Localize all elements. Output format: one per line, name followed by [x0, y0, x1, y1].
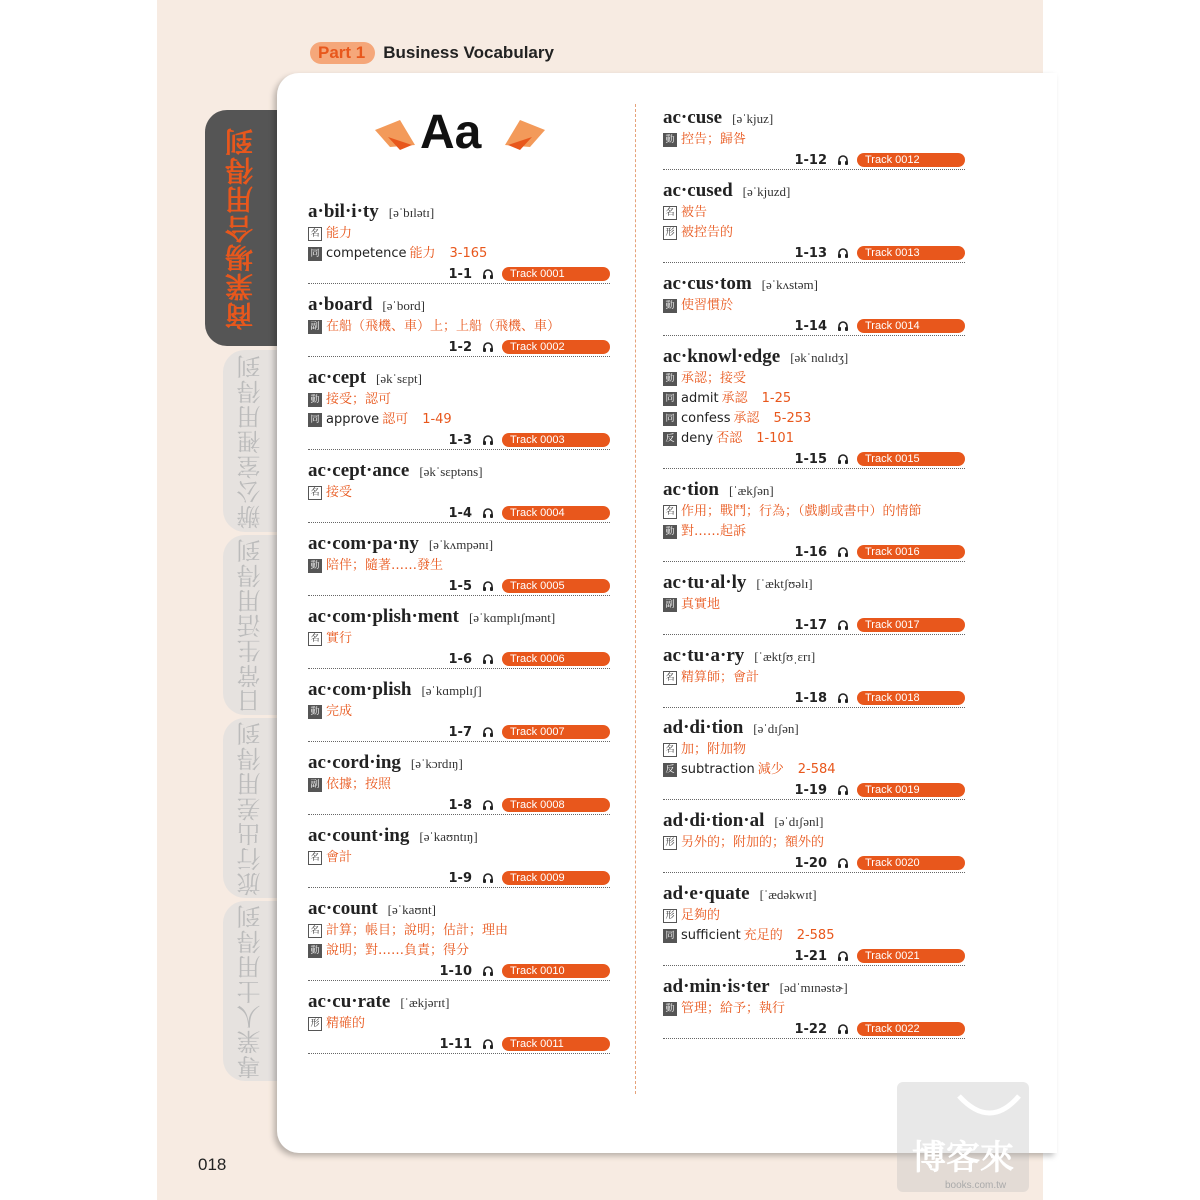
entry-number: 1-2	[448, 339, 472, 355]
letter-title: Aa	[420, 106, 482, 159]
part-of-speech-badge: 形	[308, 1017, 322, 1031]
track-badge[interactable]: Track 0021	[857, 949, 965, 963]
track-badge[interactable]: Track 0003	[502, 433, 610, 447]
sense-row	[308, 702, 610, 722]
track-row	[308, 338, 610, 356]
part-of-speech-badge: 同	[663, 412, 677, 426]
definition: 控告；歸咎	[681, 132, 747, 147]
headword: ad·e·quate	[663, 883, 750, 904]
column-divider	[635, 104, 636, 1094]
vocab-entry	[663, 975, 965, 1039]
part-of-speech-badge: 形	[663, 226, 677, 240]
vocab-entry	[663, 478, 965, 562]
sense-row	[308, 941, 610, 961]
tab-business[interactable]	[205, 110, 277, 346]
definition: 在船（飛機、車）上；上船（飛機、車）	[326, 319, 561, 334]
part-label: Part 1	[310, 42, 375, 64]
definition: 接受；認可	[326, 392, 392, 407]
vocab-entry	[663, 272, 965, 336]
headphones-icon[interactable]	[482, 434, 494, 446]
tab-daily-life[interactable]	[223, 535, 277, 715]
track-badge[interactable]: Track 0004	[502, 506, 610, 520]
entry-number: 1-15	[794, 451, 827, 467]
vocab-entry	[663, 644, 965, 708]
track-row	[308, 650, 610, 668]
track-badge[interactable]: Track 0018	[857, 691, 965, 705]
phonetic: [əkˈsɛptəns]	[419, 464, 483, 479]
entry-number: 1-18	[794, 690, 827, 706]
vocab-entry	[663, 571, 965, 635]
track-badge[interactable]: Track 0022	[857, 1022, 965, 1036]
part-of-speech-badge: 動	[663, 525, 677, 539]
part-of-speech-badge: 副	[308, 778, 322, 792]
part-of-speech-badge: 形	[663, 909, 677, 923]
track-row	[308, 577, 610, 595]
vocab-entry	[308, 200, 610, 284]
vocab-entry	[308, 678, 610, 742]
sense-row	[663, 760, 965, 780]
smile-icon	[897, 1082, 1029, 1132]
headword: ac·com·plish·ment	[308, 606, 459, 627]
related-word: competence	[326, 246, 407, 261]
headword: ac·count·ing	[308, 825, 410, 846]
headword: ac·cuse	[663, 107, 723, 128]
part-title: Business Vocabulary	[383, 43, 554, 62]
sense-row	[663, 296, 965, 316]
part-of-speech-badge: 形	[663, 836, 677, 850]
sense-row	[663, 522, 965, 542]
definition: 作用；戰鬥；行為；（戲劇或書中）的情節	[681, 504, 922, 519]
track-row	[663, 854, 965, 872]
definition: 加；附加物	[681, 742, 747, 757]
tab-label: 旅行出差用得到	[236, 720, 265, 896]
tab-label: 日常生活用得到	[236, 537, 265, 713]
headword: a·board	[308, 294, 373, 315]
entry-number: 1-5	[448, 578, 472, 594]
vocab-entry	[308, 897, 610, 981]
phonetic: [əˈkʌstəm]	[761, 277, 818, 292]
definition: 實行	[326, 631, 353, 646]
vocab-entry	[663, 809, 965, 873]
sense-row	[663, 130, 965, 150]
phonetic: [əˈkɑmplɪʃ]	[421, 683, 482, 698]
definition: 真實地	[681, 597, 721, 612]
sense-row	[308, 390, 610, 410]
part-of-speech-badge: 名	[308, 851, 322, 865]
cross-reference: 5-253	[773, 411, 812, 426]
entry-number: 1-1	[448, 266, 472, 282]
track-row	[308, 431, 610, 449]
phonetic: [ˈædəkwɪt]	[759, 887, 817, 902]
part-of-speech-badge: 動	[308, 559, 322, 573]
headphones-icon[interactable]	[482, 872, 494, 884]
headphones-icon[interactable]	[482, 268, 494, 280]
part-of-speech-badge: 動	[663, 1002, 677, 1016]
track-row	[663, 689, 965, 707]
watermark-logo	[897, 1082, 1029, 1192]
entry-number: 1-19	[794, 782, 827, 798]
part-of-speech-badge: 名	[308, 227, 322, 241]
headphones-icon[interactable]	[837, 247, 849, 259]
headword: ad·min·is·ter	[663, 976, 770, 997]
vocab-entry	[308, 990, 610, 1054]
phonetic: [əˈbɪlətɪ]	[388, 205, 435, 220]
track-row	[308, 265, 610, 283]
sense-row	[663, 429, 965, 449]
definition: 能力	[409, 246, 436, 261]
part-of-speech-badge: 動	[663, 299, 677, 313]
entry-number: 1-20	[794, 855, 827, 871]
entry-number: 1-17	[794, 617, 827, 633]
headword: ac·tu·al·ly	[663, 572, 747, 593]
definition: 足夠的	[681, 908, 721, 923]
part-of-speech-badge: 同	[663, 929, 677, 943]
sense-row	[663, 595, 965, 615]
related-word: approve	[326, 412, 380, 427]
definition: 被告	[681, 205, 708, 220]
track-row	[663, 450, 965, 468]
part-of-speech-badge: 名	[663, 505, 677, 519]
track-badge[interactable]: Track 0011	[502, 1037, 610, 1051]
sense-row	[663, 203, 965, 223]
part-of-speech-badge: 同	[308, 247, 322, 261]
sense-row	[663, 833, 965, 853]
track-row	[663, 781, 965, 799]
entry-number: 1-7	[448, 724, 472, 740]
sense-row	[663, 926, 965, 946]
entry-number: 1-21	[794, 948, 827, 964]
phonetic: [əˈdɪʃənl]	[774, 814, 824, 829]
part-of-speech-badge: 名	[308, 632, 322, 646]
sense-row	[663, 223, 965, 243]
headword: ac·tion	[663, 479, 719, 500]
sense-row	[308, 224, 610, 244]
headphones-icon[interactable]	[482, 341, 494, 353]
definition: 陪伴；隨著……發生	[326, 558, 444, 573]
cross-reference: 2-584	[797, 762, 836, 777]
track-badge[interactable]: Track 0015	[857, 452, 965, 466]
tab-label: 商業場合用得到	[224, 126, 257, 330]
entry-number: 1-6	[448, 651, 472, 667]
related-word: sufficient	[681, 928, 741, 943]
sense-row	[308, 317, 610, 337]
vocab-entry	[663, 716, 965, 800]
track-badge[interactable]: Track 0009	[502, 871, 610, 885]
track-badge[interactable]: Track 0012	[857, 153, 965, 167]
headword: ac·knowl·edge	[663, 346, 781, 367]
headword: ac·count	[308, 898, 378, 919]
track-badge[interactable]: Track 0007	[502, 725, 610, 739]
headphones-icon[interactable]	[482, 726, 494, 738]
headphones-icon[interactable]	[482, 653, 494, 665]
track-row	[663, 244, 965, 262]
track-row	[663, 543, 965, 561]
sense-row	[308, 848, 610, 868]
sense-row	[308, 483, 610, 503]
definition: 被控告的	[681, 225, 734, 240]
track-badge[interactable]: Track 0001	[502, 267, 610, 281]
sense-row	[663, 999, 965, 1019]
track-row	[308, 869, 610, 887]
entry-number: 1-10	[439, 963, 472, 979]
tab-label: 辦公室裡用得到	[236, 353, 265, 529]
part-of-speech-badge: 動	[308, 705, 322, 719]
phonetic: [əˈkaʊntɪŋ]	[419, 829, 478, 844]
track-badge[interactable]: Track 0006	[502, 652, 610, 666]
vocab-entry	[308, 459, 610, 523]
track-row	[663, 151, 965, 169]
track-badge[interactable]: Track 0005	[502, 579, 610, 593]
headword: ac·com·plish	[308, 679, 412, 700]
cross-reference: 1-49	[422, 412, 452, 427]
sense-row	[663, 369, 965, 389]
entry-number: 1-9	[448, 870, 472, 886]
headword: ad·di·tion	[663, 717, 744, 738]
headphones-icon[interactable]	[837, 950, 849, 962]
part-of-speech-badge: 名	[663, 671, 677, 685]
track-badge[interactable]: Track 0019	[857, 783, 965, 797]
entry-number: 1-8	[448, 797, 472, 813]
track-badge[interactable]: Track 0002	[502, 340, 610, 354]
track-row	[663, 947, 965, 965]
phonetic: [əkˈnɑlɪdʒ]	[790, 350, 849, 365]
watermark-url: books.com.tw	[945, 1180, 1007, 1191]
sense-row	[663, 502, 965, 522]
definition: 精算師；會計	[681, 670, 760, 685]
headphones-icon[interactable]	[482, 580, 494, 592]
part-of-speech-badge: 同	[663, 392, 677, 406]
part-of-speech-badge: 名	[663, 743, 677, 757]
definition: 能力	[326, 226, 353, 241]
entry-number: 1-12	[794, 152, 827, 168]
sense-row	[308, 629, 610, 649]
track-row	[663, 1020, 965, 1038]
phonetic: [ˈæktʃʊəlɪ]	[756, 576, 813, 591]
phonetic: [əkˈsɛpt]	[376, 371, 422, 386]
sense-row	[663, 740, 965, 760]
cross-reference: 2-585	[796, 928, 835, 943]
phonetic: [əˈkjuz]	[732, 111, 774, 126]
vocab-entry	[308, 605, 610, 669]
part-of-speech-badge: 名	[308, 924, 322, 938]
cross-reference: 1-101	[756, 431, 794, 446]
part-of-speech-badge: 動	[308, 393, 322, 407]
tab-professional[interactable]	[223, 901, 277, 1081]
headword: ac·cept	[308, 367, 367, 388]
vocab-entry	[663, 179, 965, 263]
headphones-icon[interactable]	[837, 320, 849, 332]
vocab-entry	[308, 366, 610, 450]
sense-row	[308, 556, 610, 576]
headphones-icon[interactable]	[837, 619, 849, 631]
headword: ac·cus·tom	[663, 273, 752, 294]
track-badge[interactable]: Track 0017	[857, 618, 965, 632]
headphones-icon[interactable]	[482, 507, 494, 519]
related-word: confess	[681, 411, 731, 426]
track-badge[interactable]: Track 0014	[857, 319, 965, 333]
headphones-icon[interactable]	[837, 453, 849, 465]
phonetic: [ədˈmɪnəstɚ]	[779, 980, 848, 995]
cross-reference: 3-165	[449, 246, 488, 261]
definition: 另外的；附加的；額外的	[681, 835, 825, 850]
track-row	[663, 317, 965, 335]
headphones-icon[interactable]	[837, 154, 849, 166]
definition: 承認；接受	[681, 371, 747, 386]
track-row	[308, 723, 610, 741]
part-of-speech-badge: 名	[308, 486, 322, 500]
headphones-icon[interactable]	[837, 784, 849, 796]
part-of-speech-badge: 反	[663, 763, 677, 777]
track-row	[308, 1035, 610, 1053]
definition: 減少	[757, 762, 784, 777]
related-word: admit	[681, 391, 719, 406]
entry-number: 1-16	[794, 544, 827, 560]
definition: 計算；帳目；說明；估計；理由	[326, 923, 509, 938]
definition: 承認	[733, 411, 760, 426]
headword: a·bil·i·ty	[308, 201, 379, 222]
vocab-entry	[663, 345, 965, 469]
definition: 否認	[716, 431, 743, 446]
definition: 承認	[721, 391, 748, 406]
definition: 認可	[382, 412, 409, 427]
definition: 使習慣於	[681, 298, 734, 313]
vocab-entry	[308, 532, 610, 596]
sense-row	[663, 906, 965, 926]
part-of-speech-badge: 反	[663, 432, 677, 446]
sense-row	[308, 775, 610, 795]
cross-reference: 1-25	[761, 391, 792, 406]
headphones-icon[interactable]	[837, 692, 849, 704]
part-of-speech-badge: 同	[308, 413, 322, 427]
related-word: deny	[681, 431, 714, 446]
headword: ad·di·tion·al	[663, 810, 765, 831]
entry-number: 1-3	[448, 432, 472, 448]
track-row	[308, 796, 610, 814]
entry-number: 1-22	[794, 1021, 827, 1037]
track-badge[interactable]: Track 0020	[857, 856, 965, 870]
track-row	[308, 962, 610, 980]
phonetic: [ˈæktʃʊˌɛrɪ]	[754, 649, 816, 664]
headword: ac·cept·ance	[308, 460, 410, 481]
definition: 管理；給予；執行	[681, 1001, 786, 1016]
entry-number: 1-14	[794, 318, 827, 334]
related-word: subtraction	[681, 762, 755, 777]
phonetic: [əˈdɪʃən]	[753, 721, 799, 736]
sense-row	[663, 668, 965, 688]
phonetic: [əˈbord]	[382, 298, 425, 313]
definition: 會計	[326, 850, 353, 865]
definition: 對……起訴	[681, 524, 747, 539]
definition: 依據；按照	[326, 777, 392, 792]
headphones-icon[interactable]	[482, 965, 494, 977]
tab-office[interactable]	[223, 350, 277, 532]
phonetic: [əˈkɔrdɪŋ]	[410, 756, 463, 771]
track-row	[308, 504, 610, 522]
headword: ac·tu·a·ry	[663, 645, 745, 666]
headword: ac·cord·ing	[308, 752, 401, 773]
part-of-speech-badge: 動	[308, 944, 322, 958]
vocab-entry	[308, 751, 610, 815]
part-of-speech-badge: 副	[663, 598, 677, 612]
definition: 充足的	[743, 928, 783, 943]
phonetic: [əˈkjuzd]	[742, 184, 791, 199]
track-badge[interactable]: Track 0016	[857, 545, 965, 559]
phonetic: [ˈækʃən]	[728, 483, 774, 498]
page-number: 018	[198, 1155, 227, 1174]
sense-row	[308, 410, 610, 430]
entry-number: 1-4	[448, 505, 472, 521]
part-of-speech-badge: 名	[663, 206, 677, 220]
headphones-icon[interactable]	[837, 546, 849, 558]
track-badge[interactable]: Track 0013	[857, 246, 965, 260]
headword: ac·cu·rate	[308, 991, 391, 1012]
headword: ac·com·pa·ny	[308, 533, 419, 554]
tab-label: 專業人士用得到	[236, 903, 265, 1079]
part-of-speech-badge: 副	[308, 320, 322, 334]
entry-number: 1-11	[439, 1036, 472, 1052]
definition: 接受	[326, 485, 353, 500]
track-badge[interactable]: Track 0008	[502, 798, 610, 812]
vocab-entry	[308, 824, 610, 888]
vocab-entry	[663, 106, 965, 170]
definition: 說明；對……負責；得分	[326, 943, 470, 958]
vocab-entry	[663, 882, 965, 966]
track-row	[663, 616, 965, 634]
phonetic: [ˈækjərɪt]	[400, 995, 450, 1010]
definition: 完成	[326, 704, 353, 719]
sense-row	[308, 1014, 610, 1034]
tab-travel[interactable]	[223, 718, 277, 898]
vocab-entry	[308, 293, 610, 357]
headphones-icon[interactable]	[482, 799, 494, 811]
phonetic: [əˈkɑmplɪʃmənt]	[468, 610, 556, 625]
definition: 精確的	[326, 1016, 366, 1031]
headphones-icon[interactable]	[837, 1023, 849, 1035]
part-of-speech-badge: 動	[663, 133, 677, 147]
track-badge[interactable]: Track 0010	[502, 964, 610, 978]
sense-row	[663, 409, 965, 429]
headword: ac·cused	[663, 180, 733, 201]
entry-number: 1-13	[794, 245, 827, 261]
part-of-speech-badge: 動	[663, 372, 677, 386]
headphones-icon[interactable]	[482, 1038, 494, 1050]
phonetic: [əˈkʌmpənɪ]	[428, 537, 494, 552]
sense-row	[308, 244, 610, 264]
phonetic: [əˈkaʊnt]	[387, 902, 436, 917]
headphones-icon[interactable]	[837, 857, 849, 869]
sense-row	[308, 921, 610, 941]
letter-heading	[370, 105, 550, 165]
sense-row	[663, 389, 965, 409]
part-header	[310, 40, 554, 66]
watermark-text: 博客來	[912, 1138, 1014, 1178]
